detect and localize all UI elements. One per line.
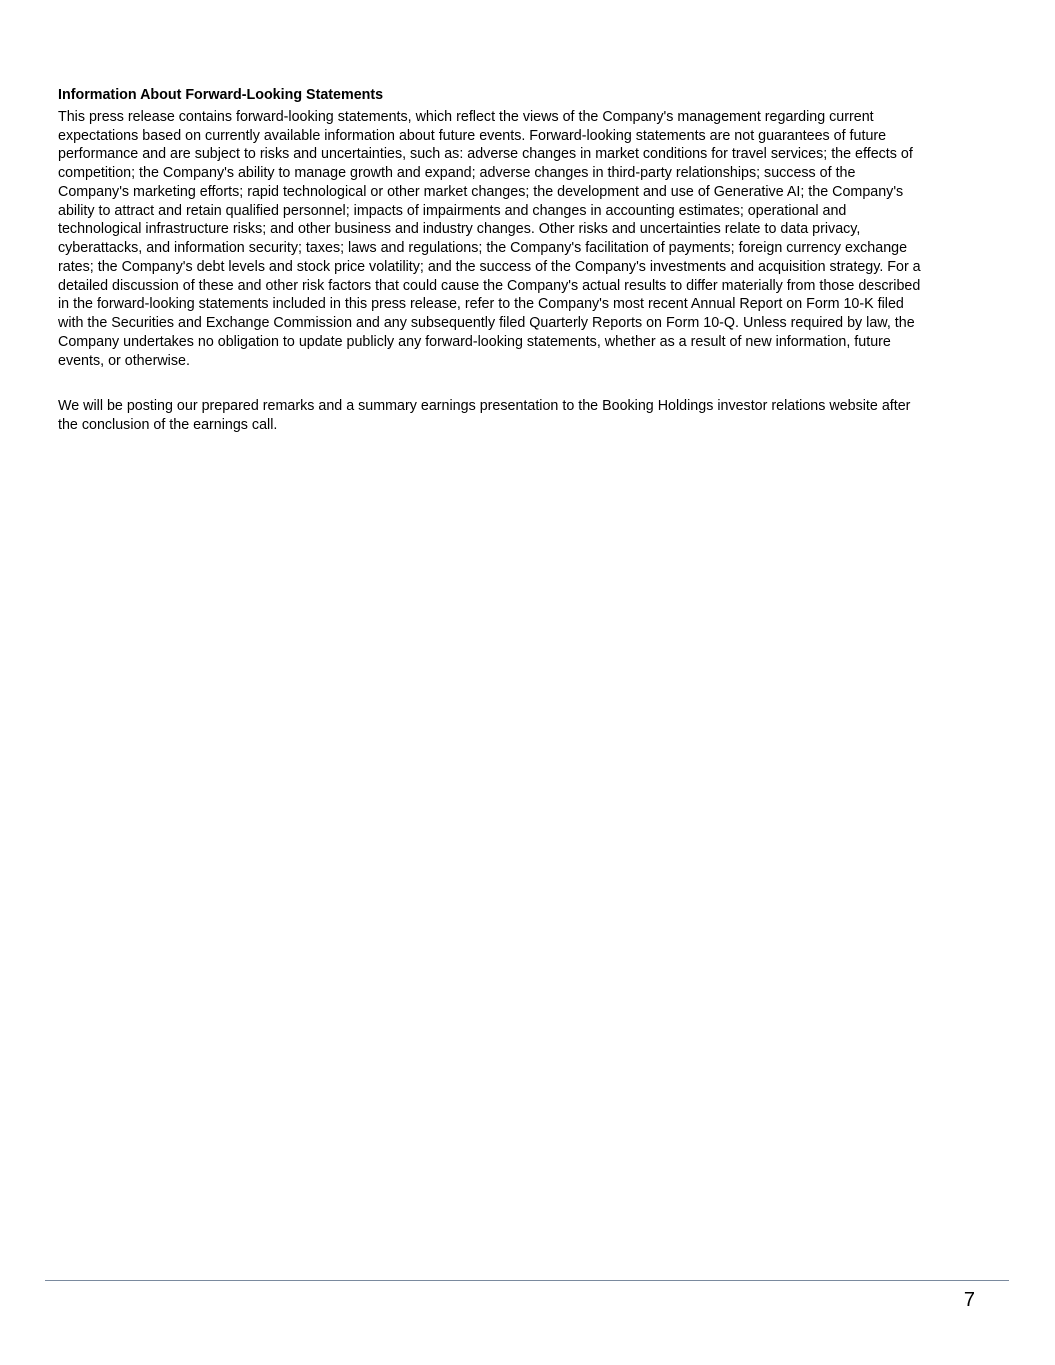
page-number: 7 (963, 1289, 975, 1311)
document-body (58, 86, 1008, 435)
section-heading: Information About Forward-Looking Statements (58, 87, 384, 103)
forward-looking-paragraph: This press release contains forward-looking statements, which reflect the views of the Company's management regarding current expectations based on currently available information about future events. Forward-looking statements are not guarantees of future performance and are subject to risks and uncertainties, such as: adverse changes in market conditions for travel services; the effects of competition; the Company's ability to manage growth and expand; adverse changes in third-party relationships; success of the Company's marketing efforts; rapid technological or other market changes; the development and use of Generative AI; the Company's ability to attract and retain qualified personnel; impacts of impairments and changes in accounting estimates; operational and technological infrastructure risks; and other business and industry changes. Other risks and uncertainties relate to data privacy, cyberattacks, and information security; taxes; laws and regulations; the Company's facilitation of payments; foreign currency exchange rates; the Company's debt levels and stock price volatility; and the success of the Company's investments and acquisition strategy. For a detailed discussion of these and other risk factors that could cause the Company's actual results to differ materially from those described in the forward-looking statements included in this press release, refer to the Company's most recent Annual Report on Form 10-K filed with the Securities and Exchange Commission and any subsequently filed Quarterly Reports on Form 10-Q. Unless required by law, the Company undertakes no obligation to update publicly any forward-looking statements, whether as a result of new information, future events, or otherwise. (58, 108, 921, 369)
earnings-remarks-paragraph: We will be posting our prepared remarks and a summary earnings presentation to the Booking Holdings investor relations website after the conclusion of the earnings call. (58, 398, 911, 434)
footer-divider (45, 1280, 1009, 1281)
